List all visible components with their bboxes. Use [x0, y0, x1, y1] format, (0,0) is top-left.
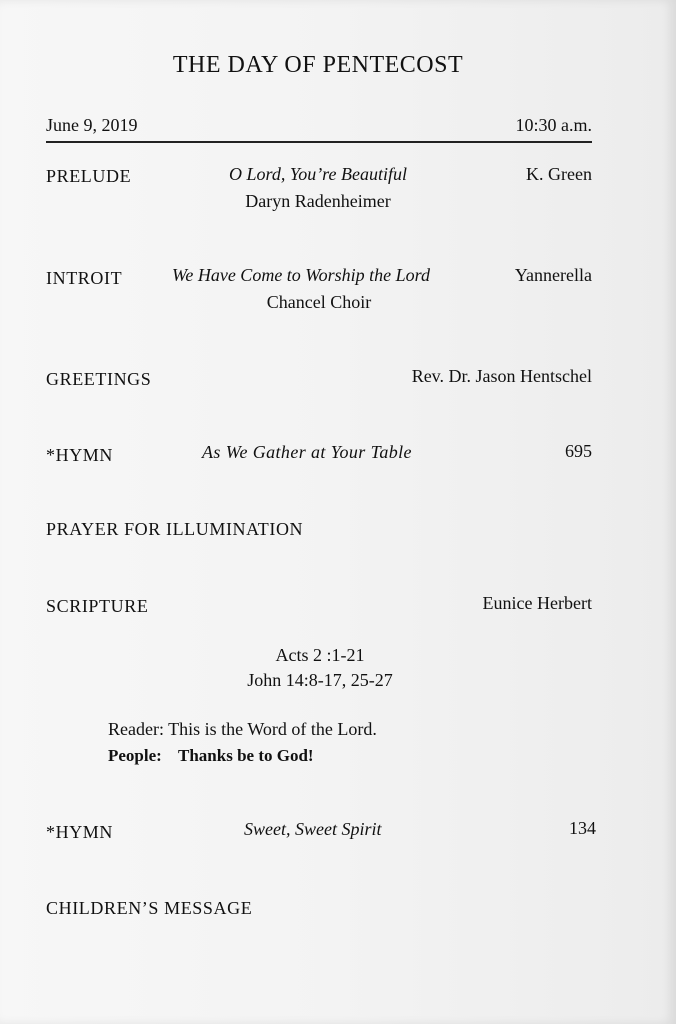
- introit-piece: We Have Come to Worship the Lord: [172, 265, 430, 285]
- prelude-composer: K. Green: [526, 164, 592, 184]
- children-label: CHILDREN’S MESSAGE: [46, 898, 253, 918]
- header-divider: [46, 141, 592, 143]
- people-label: People:: [108, 746, 162, 765]
- prelude-performer: Daryn Radenheimer: [245, 191, 391, 211]
- hymn1-label: *HYMN: [46, 445, 114, 465]
- scripture-reader-name: Eunice Herbert: [482, 593, 592, 613]
- prelude-piece: O Lord, You’re Beautiful: [228, 164, 407, 184]
- introit-composer: Yannerella: [514, 265, 592, 285]
- scripture-ref-john: John 14:8-17, 25-27: [247, 670, 393, 690]
- hymn2-label: *HYMN: [46, 822, 114, 842]
- prayer-label: PRAYER FOR ILLUMINATION: [46, 519, 304, 539]
- greetings-leader: Rev. Dr. Jason Hentschel: [411, 366, 592, 386]
- greetings-label: GREETINGS: [46, 369, 152, 389]
- introit-label: INTROIT: [46, 268, 123, 288]
- introit-performer: Chancel Choir: [266, 292, 372, 312]
- hymn1-number: 695: [565, 441, 592, 461]
- hymn2-number: 134: [569, 818, 596, 838]
- scripture-ref-acts: Acts 2 :1-21: [275, 645, 365, 665]
- service-time: 10:30 a.m.: [515, 115, 592, 135]
- people-response: Thanks be to God!: [178, 746, 314, 765]
- hymn1-title: As We Gather at Your Table: [202, 442, 412, 462]
- service-title: THE DAY OF PENTECOST: [172, 52, 464, 78]
- hymn2-title: Sweet, Sweet Spirit: [244, 819, 382, 839]
- service-date: June 9, 2019: [46, 115, 138, 135]
- prelude-label: PRELUDE: [46, 166, 132, 186]
- scripture-label: SCRIPTURE: [46, 596, 149, 616]
- reader-line: Reader: This is the Word of the Lord.: [108, 719, 377, 739]
